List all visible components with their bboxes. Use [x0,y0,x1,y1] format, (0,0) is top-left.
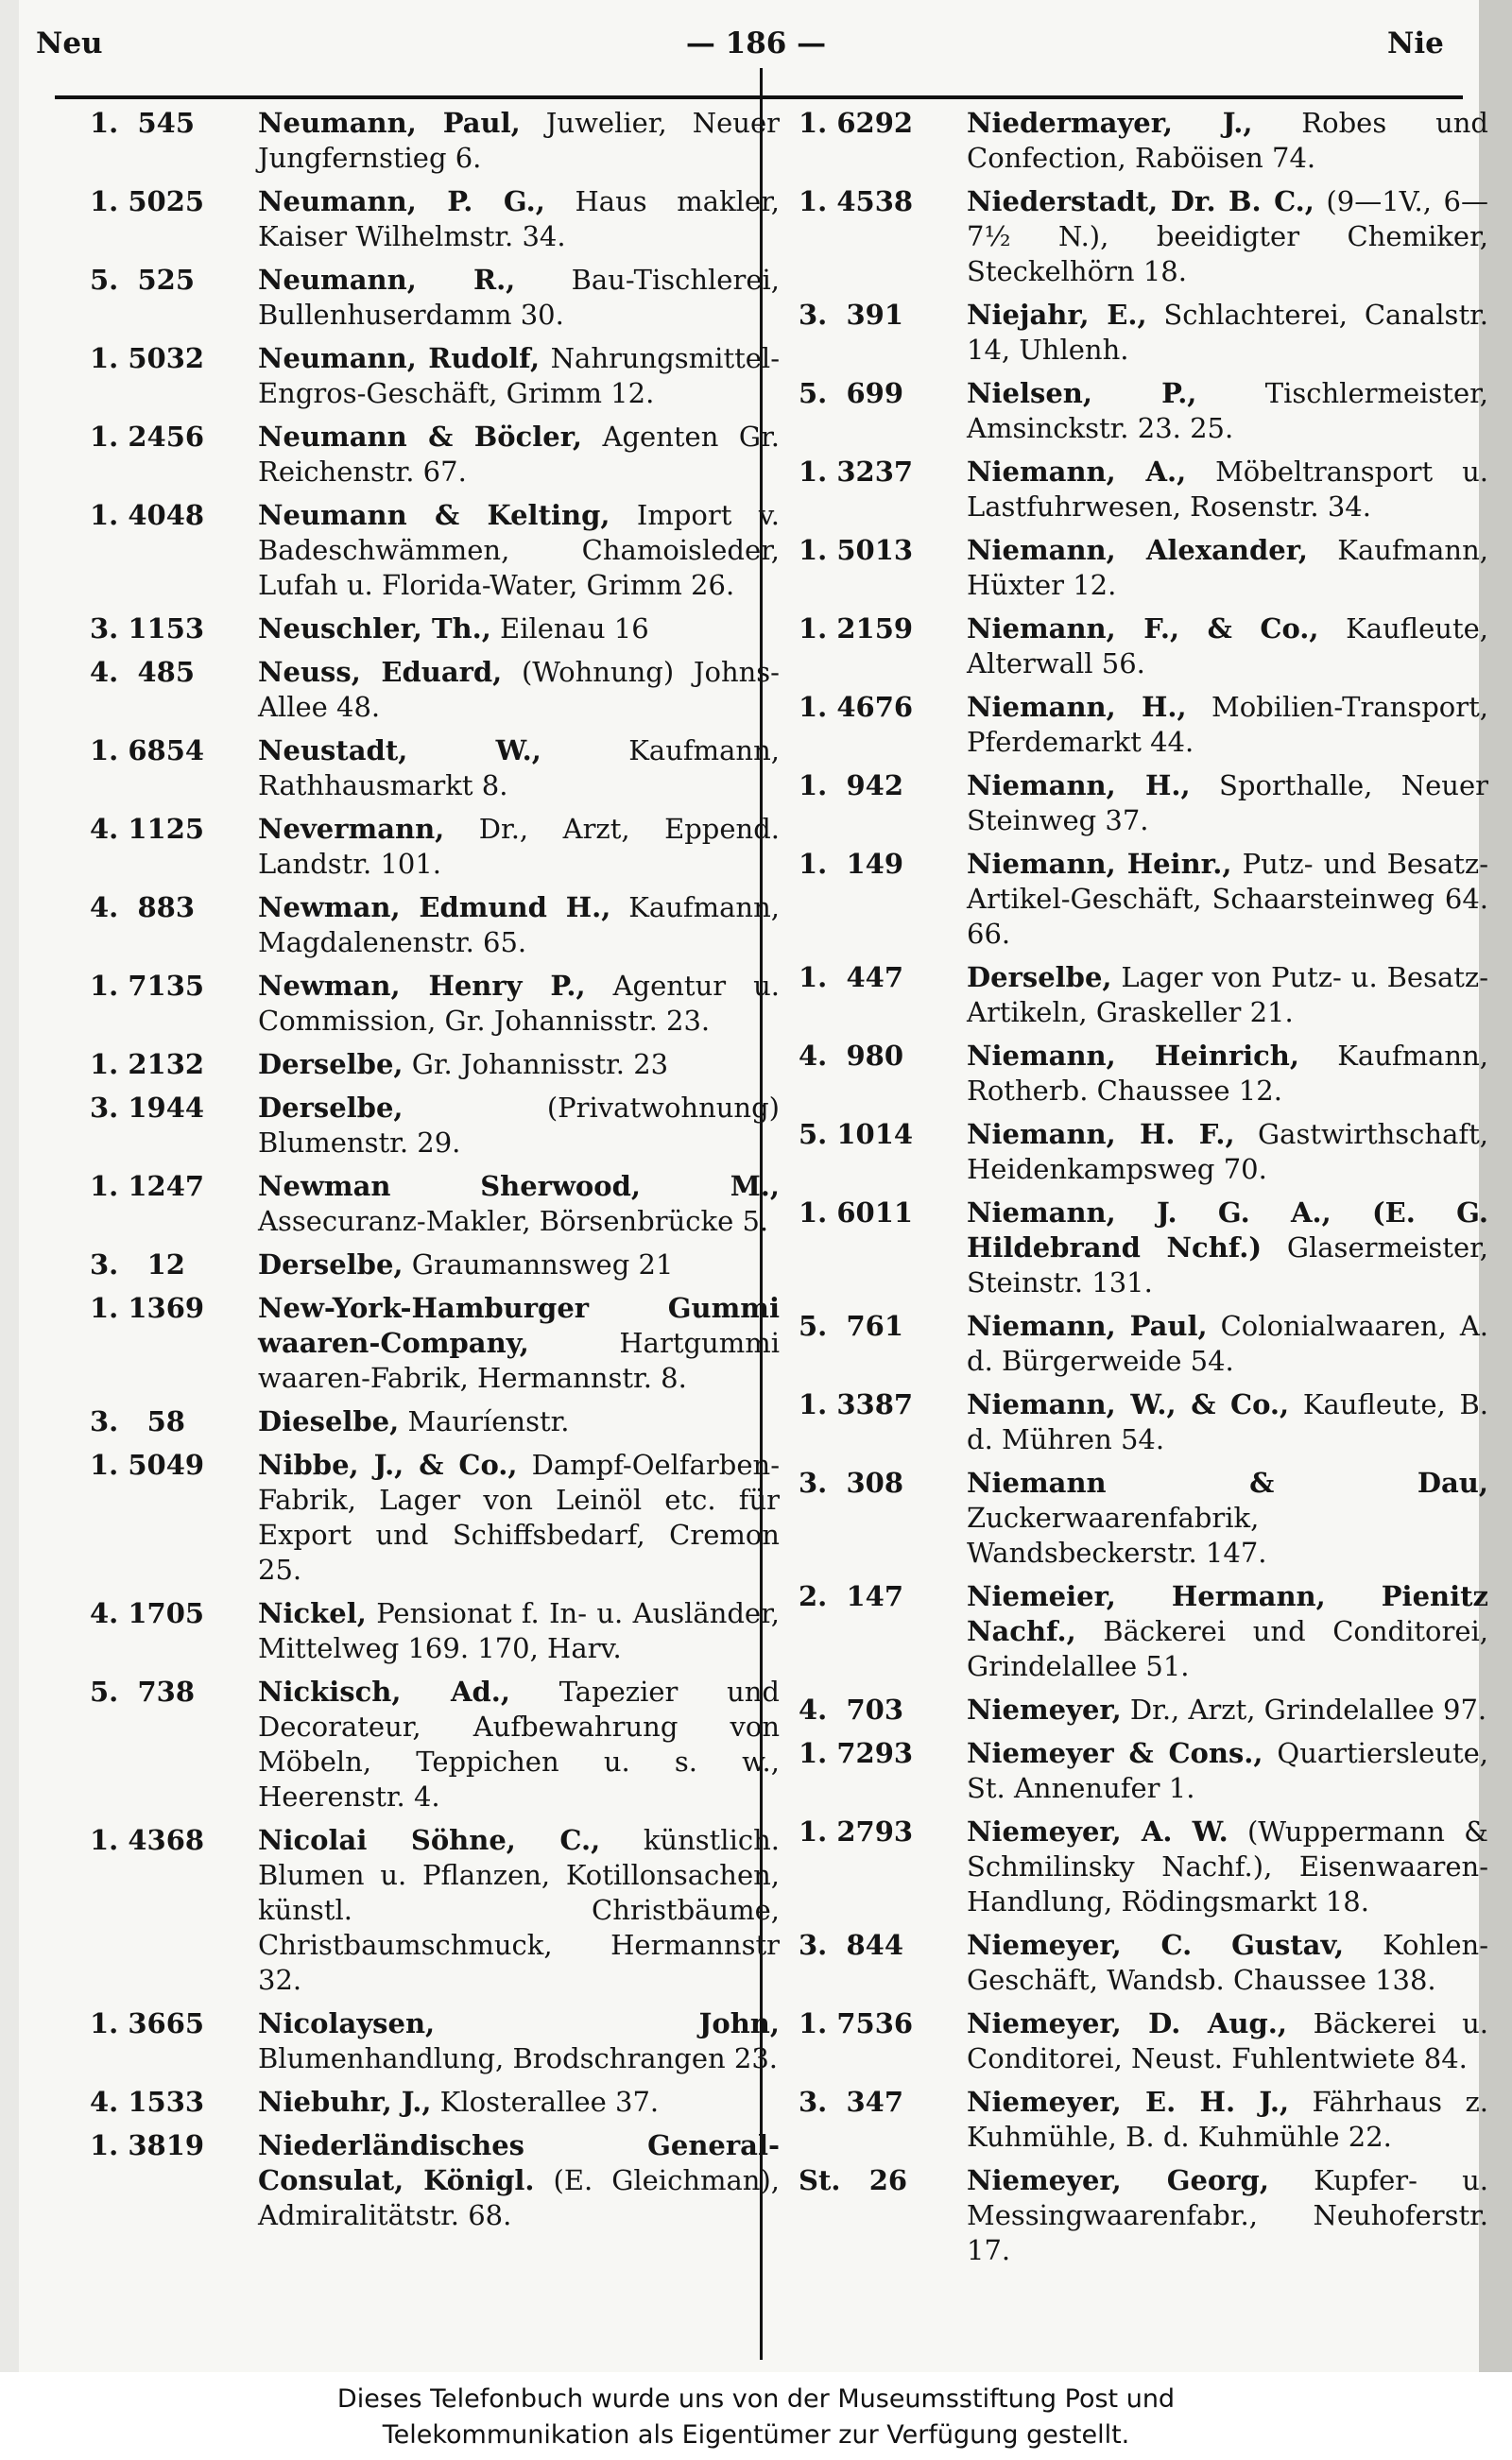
entry-text [258,1247,780,1282]
directory-entry [90,890,780,960]
subscriber-name: Niemann, Heinr., [967,848,1232,880]
directory-entry [799,2163,1488,2268]
directory-entry [799,1039,1488,1109]
entry-text [967,1579,1488,1684]
entry-details: Dr., Arzt, Grindelallee 97. [1121,1694,1487,1726]
entry-details: Robes und Confection, Raböisen 74. [967,107,1488,174]
subscriber-name: Niemann, A., [967,456,1187,488]
entry-details: Kaufmann, Magdalenenstr. 65. [258,891,780,958]
subscriber-name: Niemeier, Hermann, Pienitz Nachf., [967,1580,1488,1647]
directory-entry [90,1091,780,1161]
directory-entry [90,1169,780,1239]
subscriber-name: Nickisch, Ad., [258,1676,510,1708]
directory-entry [799,1196,1488,1300]
phone-number: 1. 2132 [90,1048,205,1080]
entry-text [967,690,1488,760]
entry-text [967,1117,1488,1187]
entry-details: Kaufleute, Alterwall 56. [967,612,1488,680]
phone-number: 1. 545 [90,107,196,139]
entry-text [967,1039,1488,1109]
entry-details: Bau-Tischlerei, Bullenhuserdamm 30. [258,264,780,331]
entry-text [258,498,780,603]
subscriber-name: Niemeyer, D. Aug., [967,2007,1287,2039]
directory-entry [799,1579,1488,1684]
phone-number: 1. 3237 [799,456,914,488]
phone-number: 1. 2793 [799,1815,914,1848]
phone-number: 4. 1125 [90,813,205,845]
subscriber-name: Derselbe, [258,1248,404,1281]
phone-number: 1. 4538 [799,185,914,217]
phone-number: 1. 5025 [90,185,205,217]
subscriber-name: Nickel, [258,1597,367,1629]
entry-details: Dampf-Oelfarben-Fabrik, Lager von Leinöl etc. für Export und Schiffsbedarf, Cremon 25. [258,1449,780,1586]
subscriber-name: Niemeyer, Georg, [967,2164,1269,2196]
subscriber-name: Dieselbe, [258,1405,400,1437]
phone-number: 3. 1153 [90,612,205,645]
entry-details: Kaufmann, Rotherb. Chaussee 12. [967,1040,1488,1107]
directory-entry [799,2006,1488,2076]
entry-details: Kohlen-Geschäft, Wandsb. Chaussee 138. [967,1929,1489,1996]
entry-details: Kaufleute, B. d. Mühren 54. [967,1388,1488,1455]
directory-entry [799,1466,1488,1571]
subscriber-name: Niemeyer, A. W. [967,1815,1228,1848]
entry-text [258,812,780,882]
directory-entry [799,184,1488,289]
entry-details: Graumannsweg 21 [403,1248,674,1281]
subscriber-name: Neuschler, Th., [258,612,491,645]
subscriber-name: Nicolai Söhne, C., [258,1824,601,1856]
subscriber-name: Nicolaysen, John, [258,2007,780,2039]
entry-text [258,2085,780,2120]
subscriber-name: Niemann & Dau, [967,1467,1488,1499]
directory-entry [799,533,1488,603]
directory-entry [799,1815,1488,1919]
directory-entry [799,611,1488,681]
directory-entry [799,1309,1488,1379]
directory-entry [90,498,780,603]
entry-details: Agenten Gr. Reichenstr. 67. [258,421,780,488]
entry-details: Assecuranz-Makler, Börsenbrücke 5. [258,1205,769,1237]
entry-text [258,420,780,490]
directory-entry [799,960,1488,1030]
directory-entry [90,969,780,1039]
entry-details: künstlich. Blumen u. Pflanzen, Kotillonsachen, künstl. Christbäume, Christbaumschmuck, Hermannstr 32. [258,1824,780,1996]
entry-details: Bäckerei und Conditorei, Grindelallee 51. [967,1615,1488,1682]
directory-entry [90,1291,780,1396]
entry-text [258,1596,780,1666]
header-right-keyword: Nie [1387,26,1444,60]
entry-details: Möbeltransport u. Lastfuhrwesen, Rosenstr. 34. [967,456,1488,523]
subscriber-name: Neumann, R., [258,264,516,296]
header-rule [55,95,1463,99]
entry-details: (Privatwohnung) Blumenstr. 29. [258,1092,780,1159]
phone-number: 4. 703 [799,1694,904,1726]
phone-number: 3. 347 [799,2086,904,2118]
subscriber-name: Neuss, Eduard, [258,656,503,688]
subscriber-name: Niederländisches General-Consulat, Königl. [258,2129,780,2196]
subscriber-name: Niemann, F., & Co., [967,612,1319,645]
phone-number: 1. 2456 [90,421,205,453]
page-number: — 186 — [685,26,827,60]
subscriber-name: Niemann, H., [967,769,1191,801]
right-column [799,106,1488,2277]
entry-details: Fährhaus z. Kuhmühle, B. d. Kuhmühle 22. [967,2086,1488,2153]
entry-text [967,2085,1488,2155]
entry-text [967,184,1488,289]
entry-text [967,298,1488,368]
entry-details: Gastwirthschaft, Heidenkampsweg 70. [967,1118,1488,1185]
directory-entry [90,1596,780,1666]
entry-text [258,341,780,411]
entry-details: Import v. Badeschwämmen, Chamoisleder, Lufah u. Florida-Water, Grimm 26. [258,499,780,601]
subscriber-name: Niemeyer, E. H. J., [967,2086,1290,2118]
entry-text [967,533,1488,603]
entry-text [258,655,780,725]
phone-number: 3. 844 [799,1929,904,1961]
subscriber-name: Niemeyer & Cons., [967,1737,1263,1769]
entry-text [258,184,780,254]
phone-number: St. 26 [799,2164,908,2196]
phone-number: 1. 3387 [799,1388,914,1420]
entry-text [967,1693,1488,1728]
entry-details: Hartgummi waaren-Fabrik, Hermannstr. 8. [258,1327,780,1394]
directory-entry [90,1247,780,1282]
entry-details: (9—1V., 6—7½ N.), beeidigter Chemiker, Steckelhörn 18. [967,185,1488,287]
directory-entry [799,298,1488,368]
footer-line-2: Telekommunikation als Eigentümer zur Verfügung gestellt. [382,2420,1130,2450]
phone-number: 1. 4368 [90,1824,205,1856]
entry-details: Putz- und Besatz-Artikel-Geschäft, Schaarsteinweg 64. 66. [967,848,1488,950]
entry-text [967,847,1488,952]
entry-details: Dr., Arzt, Eppend. Landstr. 101. [258,813,780,880]
phone-number: 3. 308 [799,1467,904,1499]
entry-details: Kupfer- u. Messingwaarenfabr., Neuhoferstr. 17. [967,2164,1488,2266]
phone-number: 3. 1944 [90,1092,205,1124]
entry-details: Bäckerei u. Conditorei, Neust. Fuhlentwiete 84. [967,2007,1488,2074]
phone-number: 4. 883 [90,891,196,923]
phone-number: 1. 5032 [90,342,205,374]
subscriber-name: Niemann, H. F., [967,1118,1235,1150]
entry-text [258,1291,780,1396]
subscriber-name: New-York-Hamburger Gummi waaren-Company, [258,1292,780,1359]
entry-details: Lager von Putz- u. Besatz-Artikeln, Graskeller 21. [967,961,1488,1028]
entry-text [258,611,780,646]
phone-number: 1. 7135 [90,970,205,1002]
phone-number: 1. 3665 [90,2007,205,2039]
entry-text [967,1196,1488,1300]
phone-number: 1. 6854 [90,734,205,766]
directory-entry [90,611,780,646]
subscriber-name: Niemeyer, [967,1694,1122,1726]
directory-entry [90,655,780,725]
left-column [90,106,780,2242]
entry-text [258,733,780,803]
subscriber-name: Niemeyer, C. Gustav, [967,1929,1345,1961]
directory-entry [90,106,780,176]
phone-number: 3. 12 [90,1248,185,1281]
directory-entry [799,106,1488,176]
directory-entry [90,1675,780,1815]
directory-entry [799,768,1488,838]
directory-entry [90,263,780,333]
subscriber-name: Derselbe, [258,1092,404,1124]
directory-entry [90,341,780,411]
entry-details: Mobilien-Transport, Pferdemarkt 44. [967,691,1488,758]
phone-number: 5. 761 [799,1310,904,1342]
directory-entry [799,455,1488,525]
entry-details: Mauríenstr. [399,1405,570,1437]
entry-details: Zuckerwaarenfabrik, Wandsbeckerstr. 147. [967,1502,1267,1569]
directory-entry [90,1047,780,1082]
directory-entry [799,376,1488,446]
entry-details: Juwelier, Neuer Jungfernstieg 6. [258,107,780,174]
phone-number: 1. 5013 [799,534,914,566]
entry-text [967,768,1488,838]
subscriber-name: Niejahr, E., [967,299,1147,331]
entry-details: Kaufmann, Rathhausmarkt 8. [258,734,780,801]
subscriber-name: Newman, Henry P., [258,970,586,1002]
entry-text [967,2163,1488,2268]
directory-entry [90,184,780,254]
entry-details: Tapezier und Decorateur, Aufbewahrung von Möbeln, Teppichen u. s. w., Heerenstr. 4. [258,1676,780,1813]
entry-text [258,1091,780,1161]
phone-number: 1. 1369 [90,1292,205,1324]
subscriber-name: Niemann, W., & Co., [967,1388,1290,1420]
phone-number: 4. 1533 [90,2086,205,2118]
footer-notice [0,2372,1512,2460]
directory-entry [90,1404,780,1439]
entry-text [258,1823,780,1998]
entry-details: Schlachterei, Canalstr. 14, Uhlenh. [967,299,1488,366]
entry-text [967,611,1488,681]
phone-number: 1. 1247 [90,1170,205,1202]
subscriber-name: Niemann, J. G. A., (E. G. Hildebrand Nchf.) [967,1196,1488,1264]
entry-details: Nahrungsmittel-Engros-Geschäft, Grimm 12. [258,342,780,409]
directory-entry [799,1928,1488,1998]
entry-text [967,106,1488,176]
subscriber-name: Neumann, Rudolf, [258,342,541,374]
entry-text [258,890,780,960]
entry-text [258,1448,780,1588]
phone-number: 5. 738 [90,1676,196,1708]
phone-number: 1. 149 [799,848,904,880]
phone-number: 1. 7293 [799,1737,914,1769]
entry-details: Colonialwaaren, A. d. Bürgerweide 54. [967,1310,1488,1377]
phone-number: 2. 147 [799,1580,904,1612]
entry-details: Sporthalle, Neuer Steinweg 37. [967,769,1488,836]
subscriber-name: Niemann, Heinrich, [967,1040,1299,1072]
subscriber-name: Neustadt, W., [258,734,541,766]
subscriber-name: Neumann & Kelting, [258,499,610,531]
entry-details: Haus makler, Kaiser Wilhelmstr. 34. [258,185,780,252]
entry-details: Gr. Johannisstr. 23 [403,1048,669,1080]
phone-number: 5. 699 [799,377,904,409]
phone-number: 1. 7536 [799,2007,914,2039]
directory-entry [90,420,780,490]
phone-number: 1. 942 [799,769,904,801]
subscriber-name: Derselbe, [967,961,1112,993]
entry-text [258,1047,780,1082]
phone-number: 4. 485 [90,656,196,688]
entry-details: Eilenau 16 [490,612,649,645]
entry-text [967,1928,1488,1998]
subscriber-name: Niebuhr, J., [258,2086,432,2118]
entry-text [967,2006,1488,2076]
subscriber-name: Neumann & Böcler, [258,421,582,453]
directory-entry [799,1117,1488,1187]
phone-number: 5. 1014 [799,1118,914,1150]
entry-details: (Wuppermann & Schmilinsky Nachf.), Eisenwaaren-Handlung, Rödingsmarkt 18. [967,1815,1488,1918]
entry-text [258,1675,780,1815]
entry-details: (E. Gleichman), Admiralitätstr. 68. [258,2164,780,2231]
entry-details: Agentur u. Commission, Gr. Johannisstr. 23. [258,970,780,1037]
entry-text [967,1736,1488,1806]
phone-number: 5. 525 [90,264,196,296]
phone-number: 3. 58 [90,1405,185,1437]
phone-number: 3. 391 [799,299,904,331]
entry-text [967,960,1488,1030]
phone-number: 1. 3819 [90,2129,205,2161]
subscriber-name: Derselbe, [258,1048,404,1080]
subscriber-name: Nibbe, J., & Co., [258,1449,518,1481]
subscriber-name: Neumann, P. G., [258,185,545,217]
entry-text [967,1466,1488,1571]
directory-entry [90,1448,780,1588]
entry-text [967,376,1488,446]
directory-entry [799,1387,1488,1457]
header-left-keyword: Neu [36,26,103,60]
entry-details: Glasermeister, Steinstr. 131. [967,1231,1488,1299]
subscriber-name: Niedermayer, J., [967,107,1253,139]
directory-entry [90,812,780,882]
phone-number: 1. 5049 [90,1449,205,1481]
directory-entry [799,847,1488,952]
subscriber-name: Niemann, Paul, [967,1310,1208,1342]
entry-text [967,1387,1488,1457]
entry-details: Blumenhandlung, Brodschrangen 23. [258,2042,779,2074]
directory-entry [799,2085,1488,2155]
subscriber-name: Nielsen, P., [967,377,1197,409]
entry-text [258,263,780,333]
entry-text [967,455,1488,525]
entry-details: Pensionat f. In- u. Ausländer, Mittelweg 169. 170, Harv. [258,1597,780,1664]
entry-text [967,1309,1488,1379]
entry-details: Kaufmann, Hüxter 12. [967,534,1488,601]
subscriber-name: Nevermann, [258,813,445,845]
entry-details: Klosterallee 37. [431,2086,660,2118]
subscriber-name: Neumann, Paul, [258,107,521,139]
phone-number: 1. 2159 [799,612,914,645]
phone-number: 4. 980 [799,1040,904,1072]
phone-number: 4. 1705 [90,1597,205,1629]
entry-text [258,1169,780,1239]
footer-line-1: Dieses Telefonbuch wurde uns von der Museumsstiftung Post und [336,2384,1176,2414]
entry-details: (Wohnung) Johns-Allee 48. [258,656,780,723]
directory-entry [90,2128,780,2233]
phone-number: 1. 4048 [90,499,205,531]
subscriber-name: Niederstadt, Dr. B. C., [967,185,1314,217]
entry-text [258,2128,780,2233]
phone-number: 1. 447 [799,961,904,993]
subscriber-name: Newman, Edmund H., [258,891,611,923]
entry-text [967,1815,1488,1919]
directory-entry [799,1736,1488,1806]
directory-entry [799,690,1488,760]
directory-entry [799,1693,1488,1728]
directory-entry [90,733,780,803]
entry-text [258,969,780,1039]
phone-number: 1. 6292 [799,107,914,139]
directory-entry [90,2006,780,2076]
entry-text [258,1404,780,1439]
subscriber-name: Niemann, H., [967,691,1187,723]
entry-text [258,106,780,176]
entry-text [258,2006,780,2076]
entry-details: Tischlermeister, Amsinckstr. 23. 25. [967,377,1488,444]
directory-entry [90,2085,780,2120]
entry-details: Quartiersleute, St. Annenufer 1. [967,1737,1489,1804]
phone-number: 1. 6011 [799,1196,914,1229]
phone-number: 1. 4676 [799,691,914,723]
directory-entry [90,1823,780,1998]
subscriber-name: Niemann, Alexander, [967,534,1308,566]
subscriber-name: Newman Sherwood, M., [258,1170,780,1202]
